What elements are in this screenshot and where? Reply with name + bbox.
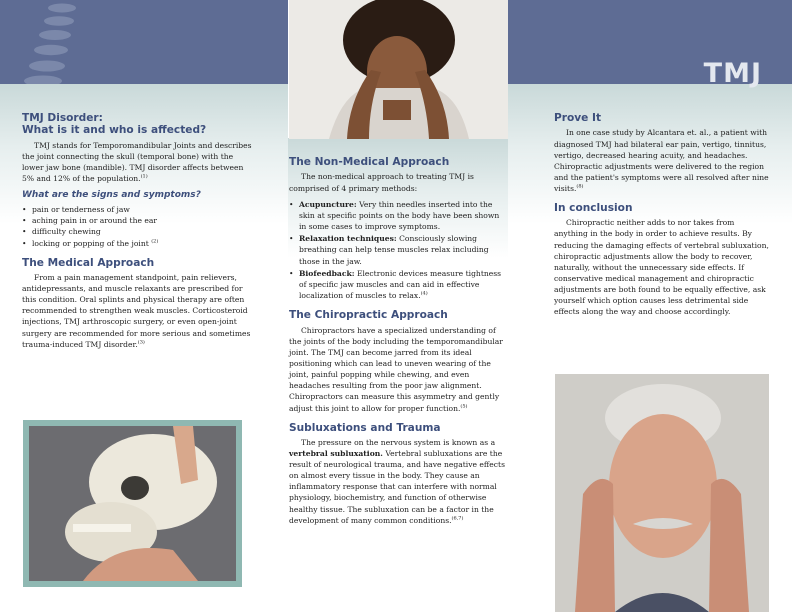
medical-paragraph [22, 272, 254, 350]
woman-headache-photo [289, 0, 508, 139]
nonmedical-intro: The non-medical approach to treating TMJ is comprised of 4 primary methods: [289, 172, 474, 193]
skull-model-photo [23, 420, 242, 587]
symptoms-ref: (2) [151, 238, 159, 245]
subluxation-text-a: The pressure on the nervous system is known as a [301, 438, 496, 447]
medical-heading: The Medical Approach [22, 256, 155, 269]
disorder-heading [22, 112, 254, 137]
method-text: Very thin needles inserted into the skin at specific points on the body have been shown in some cases to improve symptoms. [299, 199, 500, 231]
method-text: Electronic devices measure tightness of specific jaw muscles and can aid in effective localization of muscles to relax. [299, 269, 502, 301]
page-title: TMJ [703, 58, 762, 89]
man-ear-pain-photo [555, 374, 769, 612]
column-left [22, 112, 254, 355]
disorder-heading-line1: TMJ Disorder: [22, 112, 103, 124]
chiropractic-ref: (5) [460, 402, 468, 409]
column-middle [289, 156, 507, 531]
list-item [22, 204, 254, 215]
prove-text: In one case study by Alcantara et. al., a patient with diagnosed TMJ had bilateral ear pain, vertigo, tinnitus, vertigo, decreased hearing acuity, and headaches. Chiropractic adjustments were delivered to the region and the patient's symptoms were all resolved after nine visits. [554, 128, 769, 193]
conclusion-paragraph: Chiropractic neither adds to nor takes from anything in the body in order to achieve results. By reducing the damaging effects of vertebral subluxation, chiropractic adjustments allow the body to recover, naturally, without the unnecessary side effects. If conservative medical management and chiropractic adjustments are both found to be equally effective, ask yourself which option causes less detrimental side effects along the way and choose accordingly. [554, 218, 769, 317]
list-item [289, 268, 507, 301]
method-term: Acupuncture: [299, 199, 357, 209]
chiropractic-text: Chiropractors have a specialized understanding of the joints of the body including the temporomandibular joint. The TMJ can become jarred from its ideal positioning which can lead to uneven wearing of the joint, painful popping while chewing, and even headaches resulting from the poor jaw alignment. Chiropractors can measure this asymmetry and gently adjust this joint to allow for proper function. [289, 325, 503, 413]
list-item [289, 233, 507, 266]
subluxation-heading: Subluxations and Trauma [289, 421, 441, 434]
subluxation-term: vertebral subluxation. [289, 449, 383, 459]
methods-list [289, 199, 507, 302]
subluxation-ref: (6,7) [451, 515, 464, 522]
symptoms-list [22, 204, 254, 248]
symptom-text: aching pain in or around the ear [32, 216, 158, 226]
method-text: Consciously slowing breathing can help tense muscles relax including those in the jaw. [299, 234, 489, 266]
method-term: Relaxation techniques: [299, 234, 397, 244]
prove-paragraph [554, 127, 770, 194]
medical-text: From a pain management standpoint, pain relievers, antidepressants, and muscle relaxants are prescribed for this condition. Oral splints and physical therapy are often recommended to strengthen weak muscles. Corticosteroid injections, TMJ arthroscopic surgery, or even open-joint surgery are recommended for more serious and sometimes trauma-induced TMJ disorder. [22, 273, 251, 349]
subluxation-text-b: Vertebral subluxations are the result of neurological trauma, and have negative effects on almost every tissue in the body. They cause an inflammatory response that can interfere with normal physiology, biochemistry, and function of otherwise healthy tissue. The subluxation can be a factor in the development of many common conditions. [289, 449, 505, 525]
symptom-text: difficulty chewing [32, 227, 101, 237]
list-item [22, 238, 254, 249]
methods-ref: (4) [420, 290, 428, 297]
list-item [22, 226, 254, 237]
conclusion-heading: In conclusion [554, 201, 633, 214]
intro-ref: (1) [140, 173, 148, 180]
nonmedical-heading: The Non-Medical Approach [289, 156, 450, 168]
column-right [554, 112, 770, 322]
prove-ref: (8) [576, 183, 584, 190]
intro-text: TMJ stands for Temporomandibular Joints and describes the joint connecting the skull (temporal bone) with the lower jaw bone (mandible). TMJ disorder affects between 5% and 12% of the population. [22, 140, 252, 184]
method-term: Biofeedback: [299, 269, 355, 279]
disorder-heading-line2: What is it and who is affected? [22, 124, 207, 137]
subluxation-paragraph [289, 437, 507, 526]
chiropractic-heading: The Chiropractic Approach [289, 309, 448, 322]
symptom-text: pain or tenderness of jaw [32, 205, 130, 215]
list-item [22, 215, 254, 226]
prove-heading: Prove It [554, 112, 602, 124]
spine-graphic [22, 0, 84, 84]
signs-heading: What are the signs and symptoms? [22, 190, 201, 201]
medical-ref: (3) [137, 339, 145, 346]
list-item [289, 199, 507, 232]
intro-paragraph [22, 140, 254, 184]
symptom-text: locking or popping of the joint [32, 238, 149, 248]
chiropractic-paragraph [289, 325, 507, 414]
